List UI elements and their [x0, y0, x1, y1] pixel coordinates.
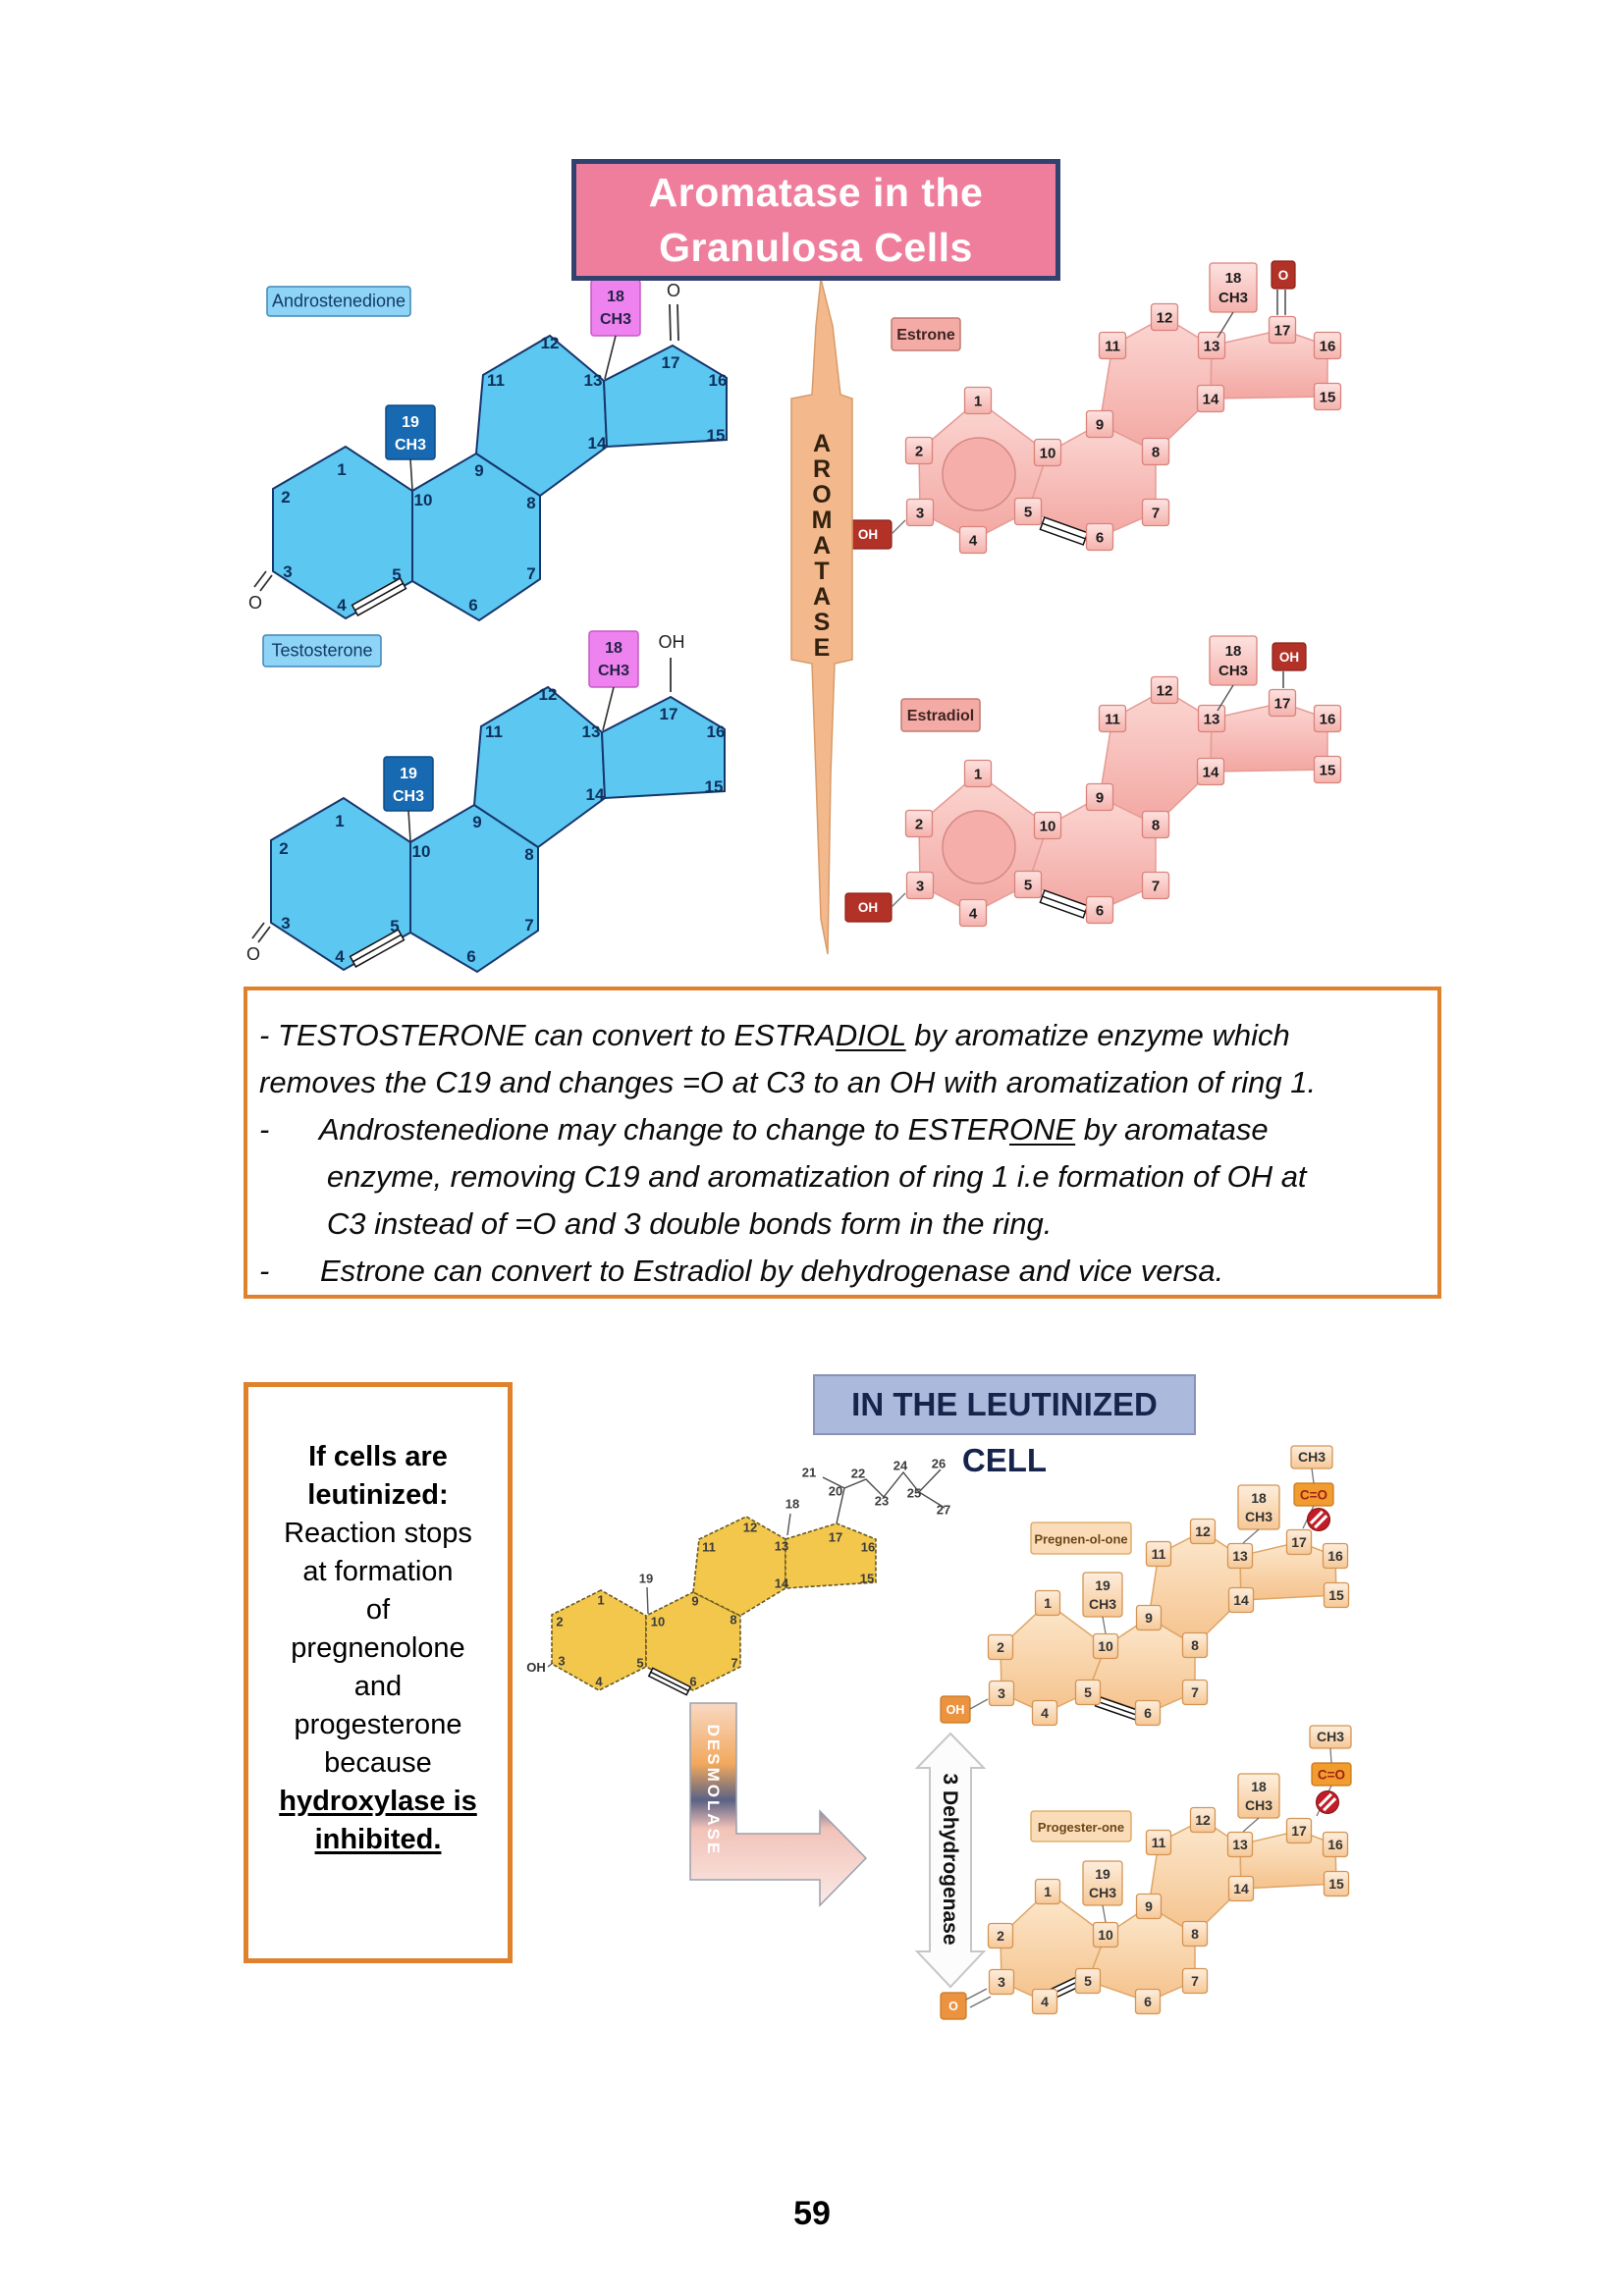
label-text: 11 — [1151, 1835, 1166, 1850]
leutinized-note-line: progesterone — [294, 1709, 462, 1740]
label-text: 15 — [859, 1571, 875, 1586]
dehydrogenase-arrow — [917, 1734, 984, 1987]
label-text: 5 — [1023, 504, 1033, 521]
label-text: 3 — [915, 505, 925, 522]
label-text: 2 — [997, 1639, 1004, 1655]
label-text: CH3 — [599, 311, 632, 328]
label-text: 9 — [1095, 416, 1105, 434]
label-text: 22 — [850, 1466, 866, 1481]
label-text: CH3 — [1244, 1509, 1273, 1524]
note-line — [259, 1012, 1430, 1059]
leutinized-note-line: at formation — [302, 1556, 454, 1587]
label-text: 16 — [1319, 711, 1336, 728]
label-text: 9 — [1145, 1898, 1153, 1914]
note-line — [259, 1248, 1430, 1295]
label-text: 16 — [708, 371, 728, 390]
label-text: 11 — [485, 722, 503, 741]
label-text: O — [948, 2000, 958, 2013]
progester-one-structure — [941, 1726, 1351, 2019]
leutinized-note-lines — [248, 1438, 508, 1859]
note-text: - Androstenedione may change to change to ESTER — [259, 1112, 1009, 1147]
label-text: 14 — [774, 1575, 789, 1591]
label-text: 19 — [638, 1571, 654, 1586]
label-text: OH — [526, 1660, 546, 1675]
label-text: 9 — [472, 813, 482, 831]
label-text: Pregnen-ol-one — [1034, 1531, 1128, 1547]
bond-line — [408, 811, 410, 841]
label-text: 14 — [585, 785, 605, 804]
label-text: DESMOLASE — [704, 1724, 723, 1857]
bond-line — [1218, 685, 1233, 711]
label-text: 2 — [556, 1614, 564, 1629]
label-text: 3 — [283, 562, 293, 581]
label-text: 6 — [689, 1674, 697, 1689]
title-line-1: Aromatase in the — [648, 170, 984, 215]
label-text: Progester-one — [1037, 1820, 1125, 1835]
label-text: 10 — [1098, 1638, 1113, 1654]
label-text: 8 — [1151, 817, 1161, 834]
label-text: OH — [946, 1703, 965, 1717]
label-text: 16 — [1327, 1837, 1343, 1852]
label-text: CH3 — [1297, 1449, 1326, 1465]
bond-line — [892, 893, 905, 907]
underlined-text: ONE — [1008, 1112, 1076, 1147]
label-text: 3 — [558, 1653, 566, 1669]
label-text: 15 — [1328, 1587, 1344, 1603]
bond-line — [548, 1663, 553, 1667]
bond-line — [1243, 1529, 1259, 1543]
label-text: 10 — [1039, 445, 1056, 462]
label-text: OH — [658, 632, 685, 652]
label-text: A — [812, 430, 832, 457]
label-text: 27 — [936, 1502, 951, 1518]
bond-line — [892, 520, 905, 534]
label-text: 12 — [538, 685, 558, 704]
label-text: Estrone — [896, 327, 955, 344]
label-text: 9 — [691, 1593, 699, 1609]
label-text: 8 — [730, 1612, 737, 1628]
label-text: 13 — [581, 722, 601, 741]
label-text: 11 — [1105, 338, 1120, 355]
note-line — [259, 1153, 1430, 1201]
label-text: C=O — [1317, 1767, 1346, 1783]
leutinized-note-line: and — [353, 1671, 403, 1702]
note-text: removes the C19 and changes =O at C3 to an OH with aromatization of ring 1. — [259, 1065, 1317, 1099]
label-text: 17 — [1273, 695, 1291, 713]
bond-line — [603, 687, 614, 730]
label-text: 3 — [281, 914, 291, 933]
bond-line — [1243, 1818, 1259, 1832]
label-text: 2 — [279, 839, 289, 858]
side-chain — [919, 1492, 945, 1508]
bond-line — [1330, 1748, 1331, 1763]
page-number: 59 — [793, 2195, 831, 2232]
label-text: 2 — [914, 816, 924, 833]
aromatase-ribbon — [791, 279, 852, 954]
label-text: 17 — [659, 705, 678, 723]
label-text: 11 — [1151, 1546, 1166, 1562]
label-text: CH3 — [1088, 1885, 1117, 1900]
label-text: 1 — [973, 766, 983, 783]
label-text: 1 — [1044, 1595, 1052, 1611]
bond-line — [605, 336, 616, 379]
note-line — [259, 1059, 1430, 1106]
label-text: 5 — [392, 565, 402, 584]
label-text: 10 — [411, 842, 431, 861]
label-text: 10 — [650, 1614, 666, 1629]
label-text: 26 — [931, 1456, 947, 1471]
label-text: 14 — [1233, 1592, 1249, 1608]
label-text: 10 — [413, 491, 433, 509]
label-text: 19 — [402, 414, 419, 431]
label-text: M — [811, 507, 833, 534]
label-text: 15 — [1319, 389, 1336, 406]
label-text: 8 — [526, 494, 536, 512]
label-text: CH3 — [1316, 1729, 1345, 1744]
label-text: 3 — [915, 878, 925, 895]
label-text: 17 — [1291, 1823, 1307, 1839]
label-text: 18 — [1224, 643, 1242, 660]
label-text: 6 — [468, 596, 478, 614]
label-text: 18 — [1251, 1779, 1267, 1794]
label-text: 7 — [731, 1655, 738, 1671]
label-text: 12 — [1195, 1812, 1211, 1828]
label-text: 6 — [1095, 529, 1105, 547]
estradiol-structure — [845, 636, 1341, 927]
label-text: 24 — [893, 1458, 908, 1473]
label-text: A — [812, 583, 832, 611]
title-line-2: Granulosa Cells — [659, 225, 973, 270]
label-text: R — [812, 455, 832, 483]
label-text: 5 — [1023, 877, 1033, 894]
label-text: 8 — [524, 845, 534, 864]
label-text: 9 — [1095, 789, 1105, 807]
label-text: 14 — [1233, 1881, 1249, 1896]
label-text: 4 — [337, 596, 347, 614]
label-text: 3 — [998, 1685, 1005, 1701]
label-text: 4 — [968, 905, 978, 923]
label-text: A — [812, 532, 832, 560]
notes-lines — [259, 1012, 1430, 1295]
label-text: O — [1277, 268, 1289, 283]
testosterone-structure — [246, 631, 725, 972]
label-text: 14 — [587, 434, 607, 453]
label-text: 15 — [704, 777, 724, 796]
bond-line — [966, 1989, 987, 2000]
label-text: 6 — [1144, 1994, 1152, 2009]
label-text: 6 — [1095, 902, 1105, 920]
label-text: 5 — [1084, 1684, 1092, 1700]
label-text: 11 — [1105, 711, 1120, 728]
note-line — [259, 1201, 1430, 1248]
label-text: 18 — [1224, 270, 1242, 287]
label-text: 15 — [1319, 762, 1336, 779]
label-text: Estradiol — [906, 708, 975, 724]
aromatic-ring-icon — [943, 438, 1015, 510]
label-text: 7 — [1151, 505, 1161, 522]
label-text: 1 — [335, 812, 345, 830]
bond-line — [677, 304, 678, 341]
label-text: 5 — [1084, 1973, 1092, 1989]
label-text: 2 — [997, 1928, 1004, 1944]
label-text: S — [813, 609, 831, 636]
label-text: OH — [857, 900, 879, 915]
label-text: CH3 — [597, 663, 630, 679]
androstenedione-structure — [248, 280, 727, 620]
label-text: 4 — [595, 1674, 603, 1689]
cholesterol-skeleton-structure — [526, 1457, 950, 1695]
bond-line — [1312, 1468, 1314, 1483]
label-text: 13 — [1232, 1548, 1248, 1564]
label-text: CH3 — [394, 437, 427, 454]
label-text: 13 — [774, 1538, 789, 1554]
label-text: 1 — [597, 1592, 605, 1608]
label-text: T — [814, 558, 830, 585]
note-text: by aromatize enzyme which — [905, 1018, 1290, 1052]
label-text: 14 — [1202, 764, 1219, 781]
label-text: 13 — [1203, 711, 1220, 728]
label-text: O — [247, 593, 263, 613]
estrone-structure — [845, 261, 1341, 554]
label-text: O — [666, 281, 681, 300]
label-text: OH — [1278, 650, 1300, 665]
title-box — [571, 159, 1060, 281]
label-text: 2 — [914, 443, 924, 460]
label-text: 5 — [390, 917, 400, 935]
label-text: O — [812, 481, 832, 508]
label-text: C=O — [1299, 1487, 1328, 1503]
leutinized-note-line: of — [365, 1594, 391, 1626]
bond-line — [1103, 1617, 1106, 1633]
note-text: by aromatase — [1075, 1112, 1269, 1147]
label-text: 16 — [1319, 338, 1336, 355]
label-text: 15 — [706, 426, 726, 445]
bond-line — [970, 1997, 991, 2007]
bond-line — [410, 459, 412, 490]
label-text: 12 — [1195, 1523, 1211, 1539]
label-text: Testosterone — [271, 640, 373, 661]
label-text: 14 — [1202, 391, 1219, 408]
bond-line — [1218, 312, 1233, 338]
blocked-reaction-icon — [1317, 1791, 1339, 1814]
label-text: 4 — [1041, 1994, 1049, 2009]
note-text: C3 instead of =O and 3 double bonds form in the ring. — [259, 1206, 1053, 1241]
label-text: 17 — [1273, 322, 1291, 340]
label-text: 10 — [1039, 818, 1056, 835]
bond-line — [1103, 1905, 1106, 1922]
label-text: CH3 — [392, 788, 425, 805]
label-text: 3 — [998, 1974, 1005, 1990]
label-text: 12 — [742, 1520, 758, 1535]
label-text: 19 — [1095, 1866, 1110, 1882]
note-text: - TESTOSTERONE can convert to ESTRA — [259, 1018, 836, 1052]
leutinized-note-line: inhibited. — [314, 1824, 442, 1855]
leutinized-note-line: pregnenolone — [291, 1632, 465, 1664]
bond-line — [970, 1699, 988, 1709]
leutinized-note-line: leutinized: — [307, 1479, 449, 1511]
label-text: 8 — [1191, 1926, 1199, 1942]
label-text: 5 — [636, 1655, 644, 1671]
label-text: 1 — [337, 460, 347, 479]
label-text: 12 — [1156, 309, 1173, 327]
label-text: 2 — [281, 488, 291, 507]
label-text: 13 — [583, 371, 603, 390]
blocked-reaction-icon — [1308, 1509, 1330, 1531]
label-text: 11 — [487, 371, 505, 390]
label-text: 9 — [1145, 1610, 1153, 1626]
label-text: 4 — [335, 947, 345, 966]
label-text: 20 — [828, 1483, 843, 1499]
label-text: 9 — [474, 461, 484, 480]
label-text: 7 — [524, 916, 534, 934]
label-text: 1 — [973, 393, 983, 410]
label-text: 7 — [1191, 1973, 1199, 1989]
label-text: Androstenedione — [271, 291, 406, 311]
label-text: 8 — [1151, 444, 1161, 461]
label-text: 21 — [801, 1465, 817, 1480]
label-text: 6 — [1144, 1705, 1152, 1721]
label-text: CH3 — [1218, 663, 1249, 679]
label-text: 12 — [540, 334, 560, 352]
bond-line — [647, 1587, 648, 1614]
label-text: OH — [857, 527, 879, 542]
label-text: 19 — [1095, 1577, 1110, 1593]
label-text: 18 — [607, 289, 624, 305]
label-text: 16 — [1327, 1548, 1343, 1564]
label-text: 15 — [1328, 1876, 1344, 1892]
note-text: - Estrone can convert to Estradiol by dehydrogenase and vice versa. — [259, 1254, 1224, 1288]
label-text: 17 — [828, 1529, 843, 1545]
label-text: E — [813, 634, 831, 662]
label-text: 16 — [706, 722, 726, 741]
label-text: 17 — [1291, 1534, 1307, 1550]
label-text: 13 — [1203, 338, 1220, 355]
label-text: 12 — [1156, 682, 1173, 700]
label-text: 17 — [661, 353, 680, 372]
label-text: 4 — [1041, 1705, 1049, 1721]
leutinized-note-line: because — [324, 1747, 432, 1779]
label-text: 8 — [1191, 1637, 1199, 1653]
bond-line — [787, 1514, 790, 1535]
note-text: enzyme, removing C19 and aromatization of ring 1 i.e formation of OH at — [259, 1159, 1307, 1194]
leutinized-note-line: Reaction stops — [284, 1518, 472, 1549]
leutinized-note-line: If cells are — [308, 1441, 448, 1472]
label-text: 3 Dehydrogenase — [939, 1773, 961, 1946]
desmolase-arrow — [690, 1703, 866, 1905]
underlined-text: DIOL — [835, 1018, 906, 1052]
label-text: 18 — [785, 1496, 800, 1512]
label-text: CH3 — [1218, 290, 1249, 306]
label-text: 10 — [1098, 1927, 1113, 1943]
leutinized-note-box — [244, 1382, 513, 1963]
label-text: 7 — [1191, 1684, 1199, 1700]
label-text: 13 — [1232, 1837, 1248, 1852]
label-text: 7 — [1151, 878, 1161, 895]
aromatic-ring-icon — [943, 811, 1015, 883]
label-text: 7 — [526, 564, 536, 583]
notes-box — [244, 987, 1441, 1299]
label-text: 11 — [702, 1539, 716, 1555]
label-text: 18 — [605, 640, 623, 657]
note-line — [259, 1106, 1430, 1153]
label-text: CH3 — [1088, 1596, 1117, 1612]
label-text: 18 — [1251, 1490, 1267, 1506]
leutinized-cell-header: IN THE LEUTINIZED CELL — [813, 1374, 1196, 1435]
label-text: 19 — [400, 766, 417, 782]
label-text: 25 — [906, 1485, 922, 1501]
label-text: 1 — [1044, 1884, 1052, 1899]
label-text: CH3 — [1244, 1797, 1273, 1813]
label-text: 16 — [860, 1539, 876, 1555]
label-text: 4 — [968, 532, 978, 550]
leutinized-note-line: hydroxylase is — [279, 1786, 477, 1817]
label-text: 6 — [466, 947, 476, 966]
label-text: O — [245, 944, 261, 964]
label-text: 23 — [874, 1493, 890, 1509]
bond-line — [670, 304, 671, 341]
